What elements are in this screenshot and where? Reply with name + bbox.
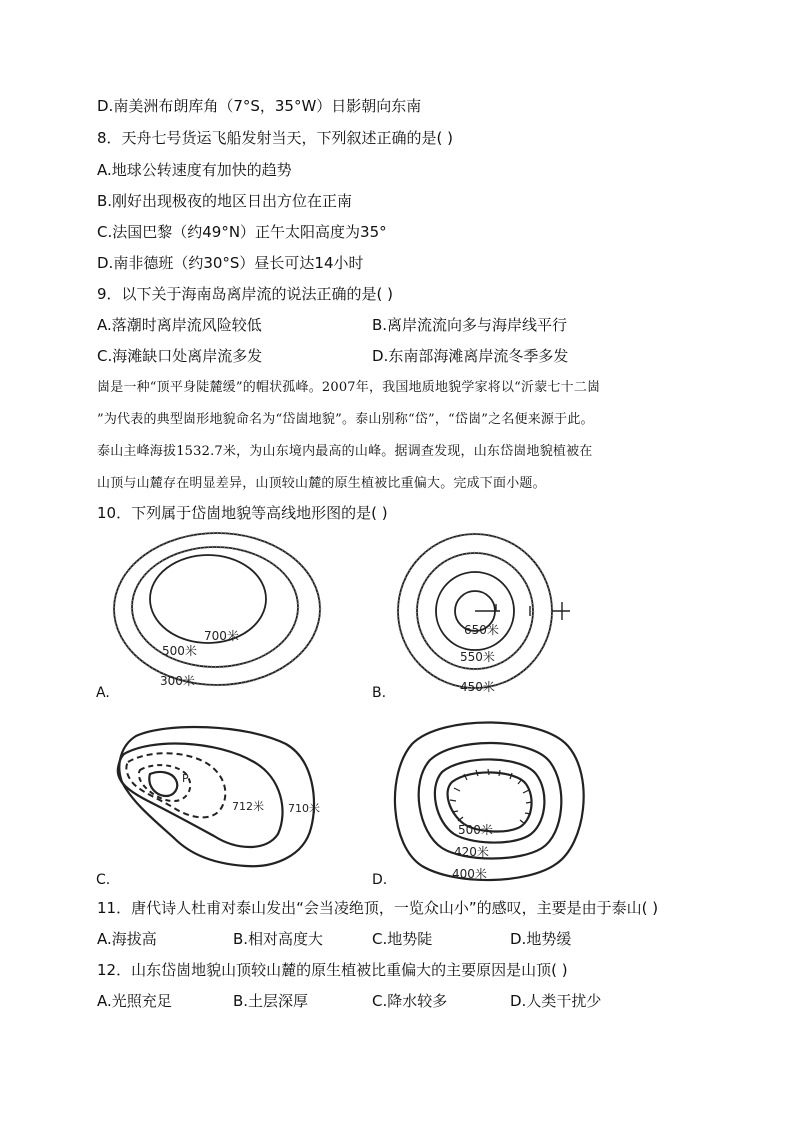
contour-label-300: 300米 bbox=[160, 674, 195, 688]
q9-option-c: C.海滩缺口处离岸流多发 bbox=[97, 347, 263, 365]
q8-option-a: A.地球公转速度有加快的趋势 bbox=[97, 161, 292, 179]
figure-c-label: C. bbox=[96, 872, 111, 888]
contour-map-c bbox=[96, 716, 326, 891]
reading-passage bbox=[97, 372, 697, 500]
q9-option-a: A.落潮时离岸流风险较低 bbox=[97, 316, 262, 334]
contour-map-a bbox=[96, 530, 326, 705]
q12-stem: 12．山东岱崮地貌山顶较山麓的原生植被比重偏大的主要原因是山顶( ) bbox=[97, 961, 568, 979]
q11-option-c: C.地势陡 bbox=[372, 930, 433, 948]
contour-label-450: 450米 bbox=[460, 680, 495, 694]
q9-stem: 9．以下关于海南岛离岸流的说法正确的是( ) bbox=[97, 285, 394, 303]
figure-a bbox=[96, 530, 326, 705]
q8-stem: 8．天舟七号货运飞船发射当天，下列叙述正确的是( ) bbox=[97, 129, 454, 147]
q9-option-b: B.离岸流流向多与海岸线平行 bbox=[372, 316, 568, 334]
q7-option-d: D.南美洲布朗库角（7°S，35°W）日影朝向东南 bbox=[97, 97, 422, 115]
q10-stem: 10．下列属于岱崮地貌等高线地形图的是( ) bbox=[97, 504, 388, 522]
passage-line-2: ”为代表的典型崮形地貌命名为“岱崮地貌”。泰山别称“岱”，“岱崮”之名便来源于此。 bbox=[97, 412, 594, 427]
q11-stem: 11．唐代诗人杜甫对泰山发出“会当凌绝顶，一览众山小”的感叹，主要是由于泰山( ) bbox=[97, 899, 659, 917]
q8-option-d: D.南非德班（约30°S）昼长可达14小时 bbox=[97, 254, 364, 272]
passage-line-4: 山顶与山麓存在明显差异，山顶较山麓的原生植被比重偏大。完成下面小题。 bbox=[97, 476, 546, 491]
contour-map-d bbox=[372, 716, 602, 891]
figure-d-label: D. bbox=[372, 872, 388, 888]
contour-label-420: 420米 bbox=[454, 845, 489, 859]
contour-label-400: 400米 bbox=[452, 867, 487, 881]
figure-c bbox=[96, 716, 326, 891]
q11-option-d: D.地势缓 bbox=[510, 930, 572, 948]
q8-option-b: B.刚好出现极夜的地区日出方位在正南 bbox=[97, 192, 353, 210]
q8-option-c: C.法国巴黎（约49°N）正午太阳高度为35° bbox=[97, 223, 387, 241]
passage-line-3: 泰山主峰海拔1532.7米，为山东境内最高的山峰。据调查发现，山东岱崮地貌植被在 bbox=[97, 444, 593, 459]
figure-b bbox=[372, 530, 602, 705]
figure-b-label: B. bbox=[372, 685, 387, 701]
q12-option-d: D.人类干扰少 bbox=[510, 992, 602, 1010]
contour-label-500: 500米 bbox=[458, 823, 493, 837]
contour-label-700: 700米 bbox=[204, 629, 239, 643]
figure-a-label: A. bbox=[96, 685, 110, 701]
q11-option-b: B.相对高度大 bbox=[233, 930, 324, 948]
contour-label-500: 500米 bbox=[162, 644, 197, 658]
q11-option-a: A.海拔高 bbox=[97, 930, 157, 948]
point-p-label: P bbox=[182, 772, 189, 785]
contour-label-650: 650米 bbox=[464, 623, 499, 637]
contour-map-b bbox=[372, 530, 602, 705]
contour-label-550: 550米 bbox=[460, 650, 495, 664]
contour-label-712: 712米 bbox=[232, 800, 264, 813]
q9-option-d: D.东南部海滩离岸流冬季多发 bbox=[372, 347, 569, 365]
figure-d bbox=[372, 716, 602, 891]
q12-option-b: B.土层深厚 bbox=[233, 992, 309, 1010]
q12-option-c: C.降水较多 bbox=[372, 992, 448, 1010]
contour-label-710: 710米 bbox=[288, 802, 320, 815]
q12-option-a: A.光照充足 bbox=[97, 992, 172, 1010]
passage-line-1: 崮是一种“顶平身陡麓缓”的帽状孤峰。2007年，我国地质地貌学家将以“沂蒙七十二崮 bbox=[97, 380, 601, 395]
